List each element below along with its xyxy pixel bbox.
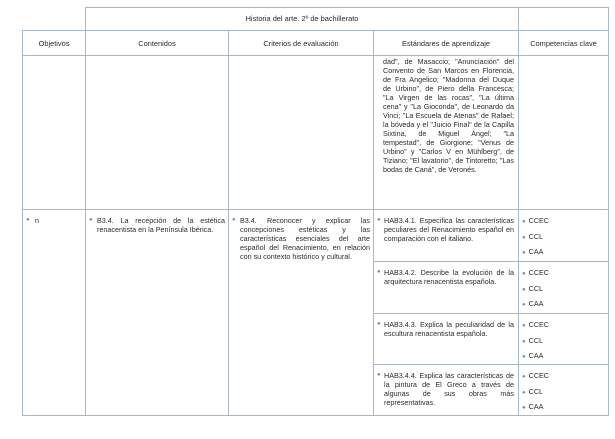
header-estandares: Estándares de aprendizaje [402,39,490,48]
bullet-icon: ● [232,217,236,223]
standard-text-1: HAB3.4.1. Especifica las características peculiares del Renacimiento español en comparación con el italiano. [384,216,514,243]
table-border-right [608,7,609,416]
competencia-item: ● CCEC [522,320,549,329]
column-divider-2 [228,30,229,416]
bullet-icon: ● [522,338,526,345]
bullet-icon: ● [522,286,526,293]
bullet-icon: ● [522,250,526,256]
criterio-cell: B3.4. Reconocer y explicar las concepciones estéticas y las características esenciales del arte español del Renacimiento, en relación con su contexto histórico y cultural. [240,216,370,261]
standard-divider-3 [373,364,609,365]
competencia-item: ● CAA [522,299,544,308]
curriculum-table [22,7,609,416]
competencia-item: ● CAA [522,351,544,360]
bullet-icon: ● [522,323,526,329]
standard-divider-2 [373,313,609,314]
bullet-icon: ● [377,269,381,275]
bullet-icon: ● [26,217,30,223]
objetivo-cell: n [35,216,39,225]
competencia-item: ● CAA [522,402,544,411]
competencias-list-4 [522,369,549,416]
competencias-list-2 [522,266,549,313]
competencias-list-1 [522,214,549,261]
header-criterios: Criterios de evaluación [263,39,339,48]
header-competencias: Competencias clave [530,39,597,48]
table-border-bottom [22,415,609,416]
column-divider-1 [85,7,86,416]
bullet-icon: ● [522,271,526,277]
competencia-item: ● CCEC [522,371,549,380]
competencia-item: ● CCL [522,231,544,241]
bullet-icon: ● [522,389,526,396]
standard-text-3: HAB3.4.3. Explica la peculiaridad de la escultura renacentista española. [384,320,514,338]
table-title: Historia del arte. 2º de bachillerato [245,14,359,23]
competencia-item: ● CCEC [522,216,549,225]
standard-text-2: HAB3.4.2. Describe la evolución de la arquitectura renacentista española. [384,268,514,286]
header-objetivos: Objetivos [38,39,70,48]
column-divider-4 [518,7,519,416]
bullet-icon: ● [522,219,526,225]
table-border-top [85,7,609,8]
bullet-icon: ● [522,302,526,308]
header-row-divider [22,55,609,56]
continued-standard-text: dad", de Masaccio; "Anunciación" del Convento de San Marcos en Florencia, de Fra Angelico; "Madonna del Duque de Urbino", de Piero della Francesca; "La Virgen de las rocas", "La última cena" y "La Gioconda", de Leonardo da Vinci; "La Escuela de Atenas" de Rafael; la bóveda y el "Juicio Final" de la Capilla Sixtina, de Miguel Ángel; "La tempestad", de Giorgione; "Venus de Urbino" y "Carlos V en Mühlberg", de Tiziano; "El lavatorio", de Tintoretto; "Las bodas de Caná", de Veronés. [383,57,514,174]
bullet-icon: ● [522,374,526,380]
bullet-icon: ● [377,217,381,223]
title-row-divider [22,30,609,31]
competencia-item: ● CCEC [522,268,549,277]
bullet-icon: ● [522,405,526,411]
competencia-item: ● CCL [522,283,544,293]
standard-divider-1 [373,261,609,262]
bullet-icon: ● [377,372,381,378]
column-divider-3 [373,30,374,416]
competencias-list-3 [522,318,549,365]
bullet-icon: ● [377,321,381,327]
standard-text-4: HAB3.4.4. Explica las características de la pintura de El Greco a través de algunas de sus obras más representativas. [384,371,514,407]
section-divider [22,209,609,210]
competencia-item: ● CCL [522,335,544,345]
table-border-left [22,30,23,416]
competencia-item: ● CCL [522,386,544,396]
bullet-icon: ● [89,217,93,223]
competencia-item: ● CAA [522,247,544,256]
bullet-icon: ● [522,354,526,360]
bullet-icon: ● [522,234,526,241]
contenido-cell: B3.4. La recepción de la estética renacentista en la Península Ibérica. [97,216,225,234]
header-contenidos: Contenidos [138,39,176,48]
